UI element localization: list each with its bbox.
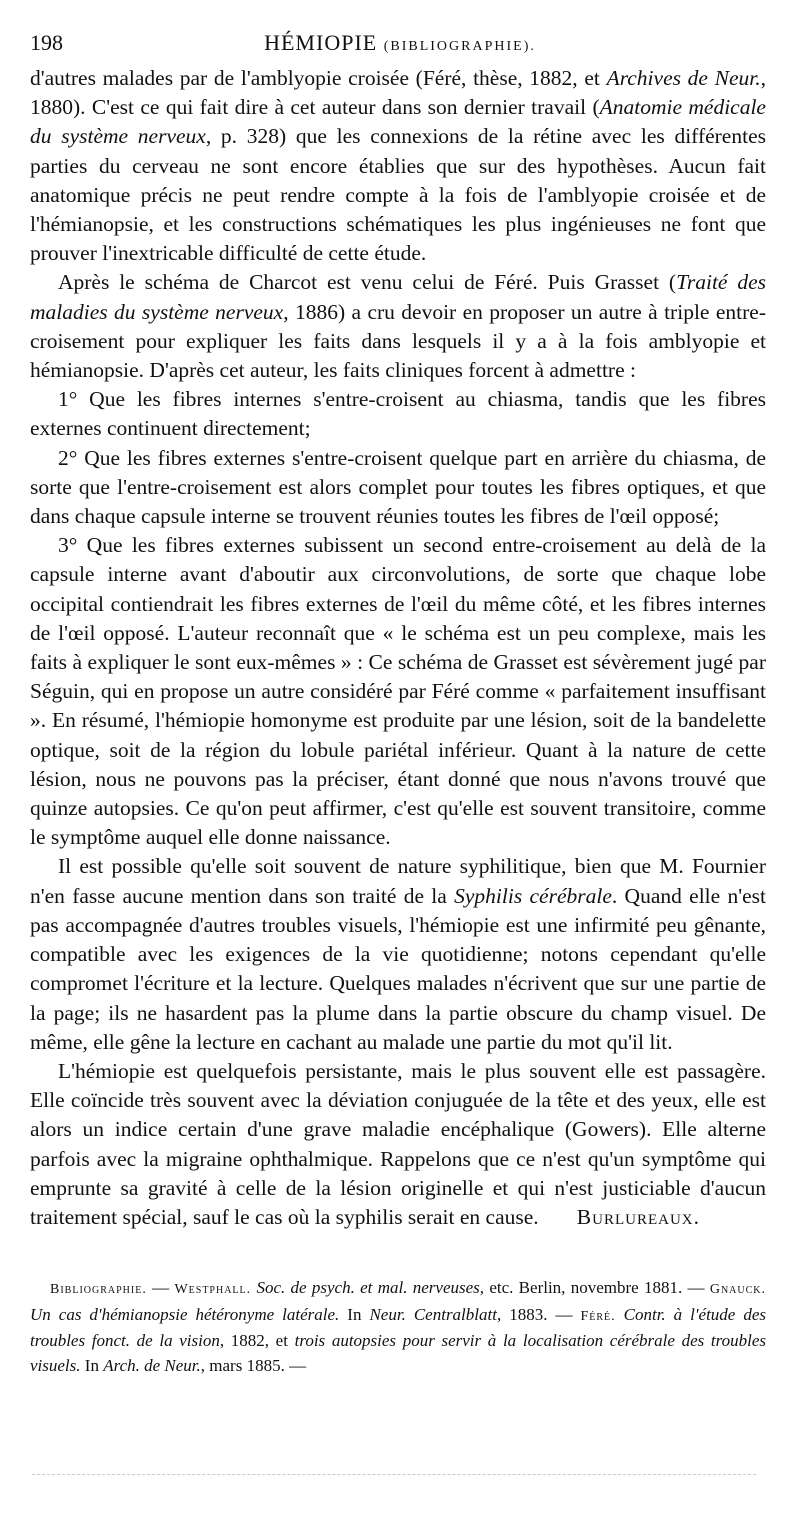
list-item: 3° Que les fibres externes subissent un second entre-croisement au delà de la capsule interne avant d'aboutir aux circonvolutions, de sorte que chaque lobe occipital contiendrait les fibres externes de l'œil du même côté, et les fibres internes de l'œil opposé. L'auteur reconnaît que « le schéma est un peu complexe, mais les faits à expliquer le sont eux-mêmes » : Ce schéma de Grasset est sévèrement jugé par Séguin, qui en propose un autre considéré par Féré comme « parfaitement insuffisant ». En résumé, l'hémiopie homonyme est produite par une lésion, soit de la bandelette optique, soit de la région du lobule pariétal inférieur. Quant à la nature de cette lésion, nous ne pouvons pas la préciser, étant donné que nous n'avons trouvé que quinze autopsies. Ce qu'on peut affirmer, c'est qu'elle est souvent transitoire, comme le symptôme auquel elle donne naissance. — [30, 533, 766, 850]
list-item: 1° Que les fibres internes s'entre-croisent au chiasma, tandis que les fibres externes continuent directement; — [30, 387, 766, 441]
article-body — [30, 64, 766, 1232]
list-item: 2° Que les fibres externes s'entre-croisent quelque part en arrière du chiasma, de sorte que l'entre-croisement est alors complet pour toutes les fibres optiques, et que dans chaque capsule interne se trouvent réunies toutes les fibres de l'œil opposé; — [30, 445, 766, 529]
paragraph: d'autres malades par de l'amblyopie croisée (Féré, thèse, 1882, et Archives de Neur., 1880). C'est ce qui fait dire à cet auteur dans son dernier travail (Anatomie médicale du système nerveux, p. 328) que les connexions de la rétine avec les différentes parties du cerveau ne sont encore établies que sur des hypothèses. Aucun fait anatomique précis ne peut rendre compte à la fois de l'amblyopie croisée et de l'hémianopsie, et les constructions schématiques les plus ingénieuses ne font que prouver l'inextricable difficulté de cette étude. — [30, 66, 766, 266]
author-signature: Burlureaux. — [576, 1205, 700, 1230]
running-header — [30, 30, 770, 60]
paragraph: L'hémiopie est quelquefois persistante, mais le plus souvent elle est passagère. Elle coïncide très souvent avec la déviation conjuguée de la tête et des yeux, elle est alors un indice certain d'une grave maladie encéphalique (Gowers). Elle alterne parfois avec la migraine ophthalmique. Rappelons que ce n'est qu'un symptôme qui emprunte sa gravité à celle de la lésion originelle et qui n'est justiciable d'aucun traitement spécial, sauf le cas où la syphilis serait en cause. — [30, 1058, 766, 1229]
bibliography — [30, 1276, 766, 1378]
bibliography-text: Bibliographie. — Westphall. Soc. de psych. et mal. nerveuses, etc. Berlin, novembre 1881. — Gnauck. Un cas d'hémianopsie hétéronyme latérale. In Neur. Centralblatt, 1883. — Féré. Contr. à l'étude des troubles fonct. de la vision, 1882, et trois autopsies pour servir à la localisation cérébrale des troubles visuels. In Arch. de Neur., mars 1885. — — [30, 1278, 767, 1375]
paragraph: Après le schéma de Charcot est venu celui de Féré. Puis Grasset (Traité des maladies du système nerveux, 1886) a cru devoir en proposer un autre à triple entre-croisement pour expliquer les faits dans lesquels il y a à la fois amblyopie et hémianopsie. D'après cet auteur, les faits cliniques forcent à admettre : — [30, 270, 766, 383]
running-title-main: HÉMIOPIE — [264, 30, 378, 55]
running-title-sub: (BIBLIOGRAPHIE). — [383, 39, 536, 54]
bibliography-label: Bibliographie. — [50, 1282, 147, 1297]
paragraph: Il est possible qu'elle soit souvent de nature syphilitique, bien que M. Fournier n'en fasse aucune mention dans son traité de la Syphilis cérébrale. Quand elle n'est pas accompagnée d'autres troubles visuels, l'hémiopie est une infirmité peu gênante, compatible avec les exigences de la vie quotidienne; notons cependant qu'elle compromet l'écriture et la lecture. Quelques malades n'écrivent que sur une partie de la page; ils ne hasardent pas la plume dans la partie obscure du champ visuel. De même, elle gêne la lecture en cachant au malade une partie du mot qu'il lit. — [30, 854, 767, 1054]
running-title — [30, 30, 770, 56]
page-number: 198 — [30, 30, 63, 55]
faint-bottom-rule — [32, 1474, 756, 1475]
